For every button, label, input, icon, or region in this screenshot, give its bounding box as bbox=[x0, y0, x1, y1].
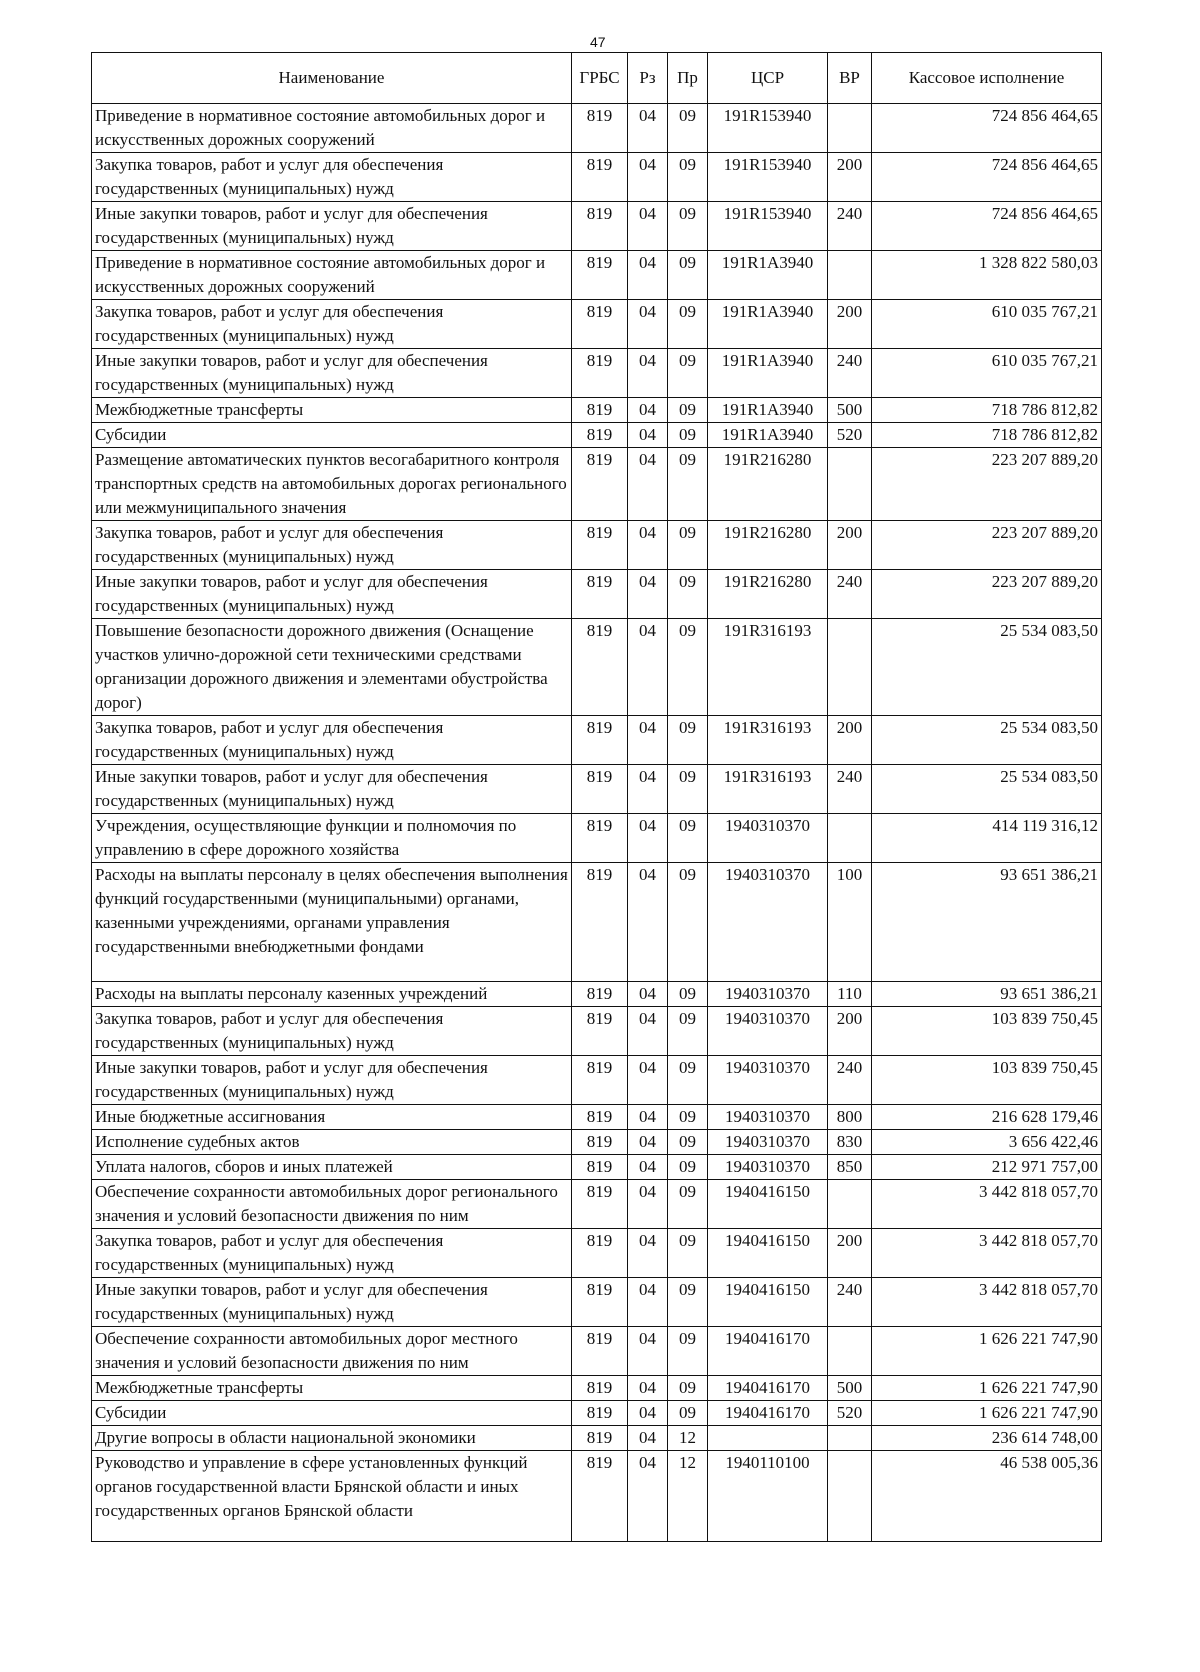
cell-pr: 12 bbox=[668, 1426, 708, 1451]
cell-grbs: 819 bbox=[572, 716, 628, 765]
cell-grbs: 819 bbox=[572, 349, 628, 398]
cell-amount: 724 856 464,65 bbox=[872, 202, 1102, 251]
cell-grbs: 819 bbox=[572, 423, 628, 448]
cell-amount: 3 656 422,46 bbox=[872, 1130, 1102, 1155]
table-row bbox=[92, 1229, 1102, 1278]
cell-grbs: 819 bbox=[572, 398, 628, 423]
table-row bbox=[92, 1278, 1102, 1327]
cell-amount: 236 614 748,00 bbox=[872, 1426, 1102, 1451]
cell-amount: 93 651 386,21 bbox=[872, 982, 1102, 1007]
cell-rz: 04 bbox=[628, 1229, 668, 1278]
cell-csr: 191R216280 bbox=[708, 570, 828, 619]
cell-vr: 240 bbox=[828, 1056, 872, 1105]
budget-execution-table bbox=[91, 52, 1102, 1542]
cell-name: Иные закупки товаров, работ и услуг для обеспечения государственных (муниципальных) нужд bbox=[92, 1056, 572, 1105]
cell-name: Иные закупки товаров, работ и услуг для обеспечения государственных (муниципальных) нужд bbox=[92, 1278, 572, 1327]
cell-pr: 09 bbox=[668, 619, 708, 716]
cell-vr: 520 bbox=[828, 423, 872, 448]
table-row bbox=[92, 1180, 1102, 1229]
cell-grbs: 819 bbox=[572, 570, 628, 619]
cell-csr: 1940310370 bbox=[708, 1155, 828, 1180]
cell-vr bbox=[828, 251, 872, 300]
cell-rz: 04 bbox=[628, 1278, 668, 1327]
cell-amount: 1 328 822 580,03 bbox=[872, 251, 1102, 300]
cell-csr: 1940310370 bbox=[708, 1007, 828, 1056]
table-row bbox=[92, 153, 1102, 202]
cell-grbs: 819 bbox=[572, 300, 628, 349]
cell-vr: 110 bbox=[828, 982, 872, 1007]
cell-pr: 09 bbox=[668, 1278, 708, 1327]
cell-grbs: 819 bbox=[572, 1180, 628, 1229]
cell-csr: 191R153940 bbox=[708, 202, 828, 251]
cell-rz: 04 bbox=[628, 202, 668, 251]
cell-rz: 04 bbox=[628, 1007, 668, 1056]
cell-csr: 1940416170 bbox=[708, 1376, 828, 1401]
table-row bbox=[92, 300, 1102, 349]
cell-rz: 04 bbox=[628, 619, 668, 716]
header-amount: Кассовое исполнение bbox=[872, 53, 1102, 104]
cell-grbs: 819 bbox=[572, 619, 628, 716]
table-row bbox=[92, 814, 1102, 863]
cell-name: Закупка товаров, работ и услуг для обеспечения государственных (муниципальных) нужд bbox=[92, 716, 572, 765]
header-rz: Рз bbox=[628, 53, 668, 104]
cell-rz: 04 bbox=[628, 423, 668, 448]
cell-pr: 09 bbox=[668, 423, 708, 448]
cell-name: Иные закупки товаров, работ и услуг для обеспечения государственных (муниципальных) нужд bbox=[92, 349, 572, 398]
cell-pr: 09 bbox=[668, 1229, 708, 1278]
cell-csr bbox=[708, 1426, 828, 1451]
cell-grbs: 819 bbox=[572, 251, 628, 300]
cell-amount: 724 856 464,65 bbox=[872, 104, 1102, 153]
cell-name: Размещение автоматических пунктов весогабаритного контроля транспортных средств на автомобильных дорогах регионального или межмуниципального значения bbox=[92, 448, 572, 521]
cell-grbs: 819 bbox=[572, 1278, 628, 1327]
table-row bbox=[92, 104, 1102, 153]
cell-grbs: 819 bbox=[572, 521, 628, 570]
table-row bbox=[92, 349, 1102, 398]
cell-amount: 93 651 386,21 bbox=[872, 863, 1102, 982]
cell-vr bbox=[828, 619, 872, 716]
cell-grbs: 819 bbox=[572, 202, 628, 251]
cell-name: Иные бюджетные ассигнования bbox=[92, 1105, 572, 1130]
cell-amount: 1 626 221 747,90 bbox=[872, 1327, 1102, 1376]
cell-pr: 09 bbox=[668, 570, 708, 619]
cell-pr: 09 bbox=[668, 863, 708, 982]
cell-csr: 191R316193 bbox=[708, 716, 828, 765]
table-row bbox=[92, 521, 1102, 570]
cell-name: Расходы на выплаты персоналу казенных учреждений bbox=[92, 982, 572, 1007]
cell-name: Уплата налогов, сборов и иных платежей bbox=[92, 1155, 572, 1180]
cell-grbs: 819 bbox=[572, 1105, 628, 1130]
header-name: Наименование bbox=[92, 53, 572, 104]
cell-amount: 414 119 316,12 bbox=[872, 814, 1102, 863]
cell-pr: 09 bbox=[668, 251, 708, 300]
table-row bbox=[92, 982, 1102, 1007]
cell-csr: 191R216280 bbox=[708, 521, 828, 570]
cell-rz: 04 bbox=[628, 1451, 668, 1542]
cell-rz: 04 bbox=[628, 863, 668, 982]
cell-grbs: 819 bbox=[572, 448, 628, 521]
cell-grbs: 819 bbox=[572, 1155, 628, 1180]
table-row bbox=[92, 1007, 1102, 1056]
cell-grbs: 819 bbox=[572, 1401, 628, 1426]
cell-amount: 610 035 767,21 bbox=[872, 300, 1102, 349]
cell-pr: 09 bbox=[668, 153, 708, 202]
cell-name: Расходы на выплаты персоналу в целях обеспечения выполнения функций государственными (муниципальными) органами, казенными учреждениями, органами управления государственными внебюджетными фондами bbox=[92, 863, 572, 982]
cell-pr: 09 bbox=[668, 716, 708, 765]
cell-rz: 04 bbox=[628, 448, 668, 521]
cell-rz: 04 bbox=[628, 1155, 668, 1180]
cell-pr: 09 bbox=[668, 1401, 708, 1426]
cell-vr: 850 bbox=[828, 1155, 872, 1180]
cell-pr: 09 bbox=[668, 982, 708, 1007]
cell-amount: 216 628 179,46 bbox=[872, 1105, 1102, 1130]
table-row bbox=[92, 448, 1102, 521]
cell-rz: 04 bbox=[628, 153, 668, 202]
cell-name: Повышение безопасности дорожного движения (Оснащение участков улично-дорожной сети техническими средствами организации дорожного движения и элементами обустройства дорог) bbox=[92, 619, 572, 716]
cell-pr: 09 bbox=[668, 1180, 708, 1229]
table-row bbox=[92, 716, 1102, 765]
cell-amount: 46 538 005,36 bbox=[872, 1451, 1102, 1542]
cell-name: Иные закупки товаров, работ и услуг для обеспечения государственных (муниципальных) нужд bbox=[92, 765, 572, 814]
table-header-row bbox=[92, 53, 1102, 104]
cell-amount: 3 442 818 057,70 bbox=[872, 1180, 1102, 1229]
cell-pr: 09 bbox=[668, 1130, 708, 1155]
table-row bbox=[92, 765, 1102, 814]
cell-rz: 04 bbox=[628, 300, 668, 349]
cell-csr: 191R1A3940 bbox=[708, 398, 828, 423]
cell-vr: 100 bbox=[828, 863, 872, 982]
cell-pr: 09 bbox=[668, 1056, 708, 1105]
table-row bbox=[92, 1155, 1102, 1180]
header-pr: Пр bbox=[668, 53, 708, 104]
cell-vr bbox=[828, 448, 872, 521]
cell-vr: 240 bbox=[828, 765, 872, 814]
cell-csr: 191R153940 bbox=[708, 104, 828, 153]
cell-pr: 09 bbox=[668, 1155, 708, 1180]
cell-name: Учреждения, осуществляющие функции и полномочия по управлению в сфере дорожного хозяйства bbox=[92, 814, 572, 863]
cell-pr: 09 bbox=[668, 765, 708, 814]
page-number: 47 bbox=[590, 34, 606, 50]
cell-csr: 191R316193 bbox=[708, 765, 828, 814]
table-row bbox=[92, 863, 1102, 982]
cell-pr: 09 bbox=[668, 349, 708, 398]
cell-csr: 191R1A3940 bbox=[708, 423, 828, 448]
cell-grbs: 819 bbox=[572, 863, 628, 982]
cell-pr: 09 bbox=[668, 814, 708, 863]
cell-rz: 04 bbox=[628, 1401, 668, 1426]
table-row bbox=[92, 1401, 1102, 1426]
cell-grbs: 819 bbox=[572, 1451, 628, 1542]
cell-amount: 610 035 767,21 bbox=[872, 349, 1102, 398]
cell-grbs: 819 bbox=[572, 104, 628, 153]
cell-csr: 191R1A3940 bbox=[708, 349, 828, 398]
header-csr: ЦСР bbox=[708, 53, 828, 104]
table-row bbox=[92, 1327, 1102, 1376]
cell-name: Иные закупки товаров, работ и услуг для обеспечения государственных (муниципальных) нужд bbox=[92, 202, 572, 251]
table-row bbox=[92, 1376, 1102, 1401]
cell-csr: 191R216280 bbox=[708, 448, 828, 521]
cell-amount: 25 534 083,50 bbox=[872, 765, 1102, 814]
cell-grbs: 819 bbox=[572, 1376, 628, 1401]
header-grbs: ГРБС bbox=[572, 53, 628, 104]
cell-csr: 1940110100 bbox=[708, 1451, 828, 1542]
cell-pr: 12 bbox=[668, 1451, 708, 1542]
cell-csr: 191R1A3940 bbox=[708, 251, 828, 300]
cell-amount: 223 207 889,20 bbox=[872, 521, 1102, 570]
table-body bbox=[92, 104, 1102, 1542]
table-row bbox=[92, 1105, 1102, 1130]
cell-rz: 04 bbox=[628, 716, 668, 765]
cell-csr: 1940310370 bbox=[708, 1130, 828, 1155]
cell-name: Приведение в нормативное состояние автомобильных дорог и искусственных дорожных сооружений bbox=[92, 104, 572, 153]
cell-name: Руководство и управление в сфере установленных функций органов государственной власти Брянской области и иных государственных органов Брянской области bbox=[92, 1451, 572, 1542]
table-row bbox=[92, 423, 1102, 448]
cell-pr: 09 bbox=[668, 202, 708, 251]
cell-csr: 1940416170 bbox=[708, 1327, 828, 1376]
table-row bbox=[92, 570, 1102, 619]
cell-name: Обеспечение сохранности автомобильных дорог регионального значения и условий безопасности движения по ним bbox=[92, 1180, 572, 1229]
cell-vr: 830 bbox=[828, 1130, 872, 1155]
cell-amount: 1 626 221 747,90 bbox=[872, 1401, 1102, 1426]
cell-csr: 1940310370 bbox=[708, 982, 828, 1007]
cell-amount: 223 207 889,20 bbox=[872, 448, 1102, 521]
cell-vr bbox=[828, 1180, 872, 1229]
cell-rz: 04 bbox=[628, 1426, 668, 1451]
cell-rz: 04 bbox=[628, 814, 668, 863]
table-row bbox=[92, 619, 1102, 716]
cell-rz: 04 bbox=[628, 1180, 668, 1229]
cell-grbs: 819 bbox=[572, 153, 628, 202]
cell-name: Межбюджетные трансферты bbox=[92, 1376, 572, 1401]
cell-rz: 04 bbox=[628, 765, 668, 814]
cell-name: Закупка товаров, работ и услуг для обеспечения государственных (муниципальных) нужд bbox=[92, 300, 572, 349]
cell-amount: 718 786 812,82 bbox=[872, 423, 1102, 448]
cell-name: Закупка товаров, работ и услуг для обеспечения государственных (муниципальных) нужд bbox=[92, 1007, 572, 1056]
cell-vr bbox=[828, 814, 872, 863]
cell-grbs: 819 bbox=[572, 814, 628, 863]
table-row bbox=[92, 1451, 1102, 1542]
cell-csr: 1940310370 bbox=[708, 1056, 828, 1105]
cell-name: Исполнение судебных актов bbox=[92, 1130, 572, 1155]
table-row bbox=[92, 398, 1102, 423]
table-row bbox=[92, 1130, 1102, 1155]
cell-rz: 04 bbox=[628, 104, 668, 153]
cell-grbs: 819 bbox=[572, 1007, 628, 1056]
cell-pr: 09 bbox=[668, 1007, 708, 1056]
cell-csr: 1940416150 bbox=[708, 1229, 828, 1278]
cell-amount: 718 786 812,82 bbox=[872, 398, 1102, 423]
cell-rz: 04 bbox=[628, 521, 668, 570]
cell-vr: 500 bbox=[828, 398, 872, 423]
cell-vr: 800 bbox=[828, 1105, 872, 1130]
cell-grbs: 819 bbox=[572, 982, 628, 1007]
cell-csr: 191R153940 bbox=[708, 153, 828, 202]
cell-csr: 1940416150 bbox=[708, 1180, 828, 1229]
cell-rz: 04 bbox=[628, 349, 668, 398]
cell-vr: 240 bbox=[828, 349, 872, 398]
cell-name: Закупка товаров, работ и услуг для обеспечения государственных (муниципальных) нужд bbox=[92, 521, 572, 570]
cell-amount: 25 534 083,50 bbox=[872, 619, 1102, 716]
cell-pr: 09 bbox=[668, 1327, 708, 1376]
cell-rz: 04 bbox=[628, 1056, 668, 1105]
cell-name: Другие вопросы в области национальной экономики bbox=[92, 1426, 572, 1451]
cell-pr: 09 bbox=[668, 1376, 708, 1401]
cell-rz: 04 bbox=[628, 1327, 668, 1376]
cell-csr: 1940310370 bbox=[708, 814, 828, 863]
cell-vr: 520 bbox=[828, 1401, 872, 1426]
cell-csr: 191R316193 bbox=[708, 619, 828, 716]
cell-rz: 04 bbox=[628, 398, 668, 423]
cell-name: Субсидии bbox=[92, 1401, 572, 1426]
cell-pr: 09 bbox=[668, 104, 708, 153]
cell-pr: 09 bbox=[668, 300, 708, 349]
cell-csr: 1940416170 bbox=[708, 1401, 828, 1426]
cell-name: Приведение в нормативное состояние автомобильных дорог и искусственных дорожных сооружений bbox=[92, 251, 572, 300]
cell-amount: 25 534 083,50 bbox=[872, 716, 1102, 765]
cell-amount: 103 839 750,45 bbox=[872, 1007, 1102, 1056]
cell-vr bbox=[828, 1451, 872, 1542]
cell-grbs: 819 bbox=[572, 1229, 628, 1278]
cell-grbs: 819 bbox=[572, 1426, 628, 1451]
cell-grbs: 819 bbox=[572, 765, 628, 814]
cell-amount: 3 442 818 057,70 bbox=[872, 1278, 1102, 1327]
cell-rz: 04 bbox=[628, 251, 668, 300]
cell-pr: 09 bbox=[668, 398, 708, 423]
cell-pr: 09 bbox=[668, 448, 708, 521]
cell-vr: 240 bbox=[828, 202, 872, 251]
header-vr: ВР bbox=[828, 53, 872, 104]
cell-vr: 200 bbox=[828, 1229, 872, 1278]
cell-vr: 200 bbox=[828, 1007, 872, 1056]
table-row bbox=[92, 251, 1102, 300]
cell-amount: 3 442 818 057,70 bbox=[872, 1229, 1102, 1278]
cell-rz: 04 bbox=[628, 1376, 668, 1401]
cell-name: Обеспечение сохранности автомобильных дорог местного значения и условий безопасности движения по ним bbox=[92, 1327, 572, 1376]
cell-amount: 724 856 464,65 bbox=[872, 153, 1102, 202]
cell-amount: 103 839 750,45 bbox=[872, 1056, 1102, 1105]
cell-vr: 200 bbox=[828, 300, 872, 349]
cell-pr: 09 bbox=[668, 521, 708, 570]
cell-grbs: 819 bbox=[572, 1056, 628, 1105]
cell-vr bbox=[828, 104, 872, 153]
table-row bbox=[92, 1426, 1102, 1451]
cell-grbs: 819 bbox=[572, 1327, 628, 1376]
cell-csr: 1940416150 bbox=[708, 1278, 828, 1327]
table-row bbox=[92, 202, 1102, 251]
cell-rz: 04 bbox=[628, 570, 668, 619]
cell-name: Закупка товаров, работ и услуг для обеспечения государственных (муниципальных) нужд bbox=[92, 153, 572, 202]
cell-amount: 1 626 221 747,90 bbox=[872, 1376, 1102, 1401]
cell-csr: 1940310370 bbox=[708, 1105, 828, 1130]
cell-amount: 212 971 757,00 bbox=[872, 1155, 1102, 1180]
cell-name: Субсидии bbox=[92, 423, 572, 448]
cell-pr: 09 bbox=[668, 1105, 708, 1130]
cell-vr bbox=[828, 1327, 872, 1376]
cell-name: Иные закупки товаров, работ и услуг для обеспечения государственных (муниципальных) нужд bbox=[92, 570, 572, 619]
cell-vr: 240 bbox=[828, 570, 872, 619]
cell-vr bbox=[828, 1426, 872, 1451]
cell-rz: 04 bbox=[628, 1130, 668, 1155]
cell-vr: 200 bbox=[828, 521, 872, 570]
cell-vr: 200 bbox=[828, 716, 872, 765]
cell-csr: 1940310370 bbox=[708, 863, 828, 982]
cell-vr: 500 bbox=[828, 1376, 872, 1401]
cell-csr: 191R1A3940 bbox=[708, 300, 828, 349]
cell-amount: 223 207 889,20 bbox=[872, 570, 1102, 619]
cell-vr: 240 bbox=[828, 1278, 872, 1327]
cell-grbs: 819 bbox=[572, 1130, 628, 1155]
table-row bbox=[92, 1056, 1102, 1105]
cell-rz: 04 bbox=[628, 982, 668, 1007]
cell-vr: 200 bbox=[828, 153, 872, 202]
cell-rz: 04 bbox=[628, 1105, 668, 1130]
cell-name: Закупка товаров, работ и услуг для обеспечения государственных (муниципальных) нужд bbox=[92, 1229, 572, 1278]
cell-name: Межбюджетные трансферты bbox=[92, 398, 572, 423]
